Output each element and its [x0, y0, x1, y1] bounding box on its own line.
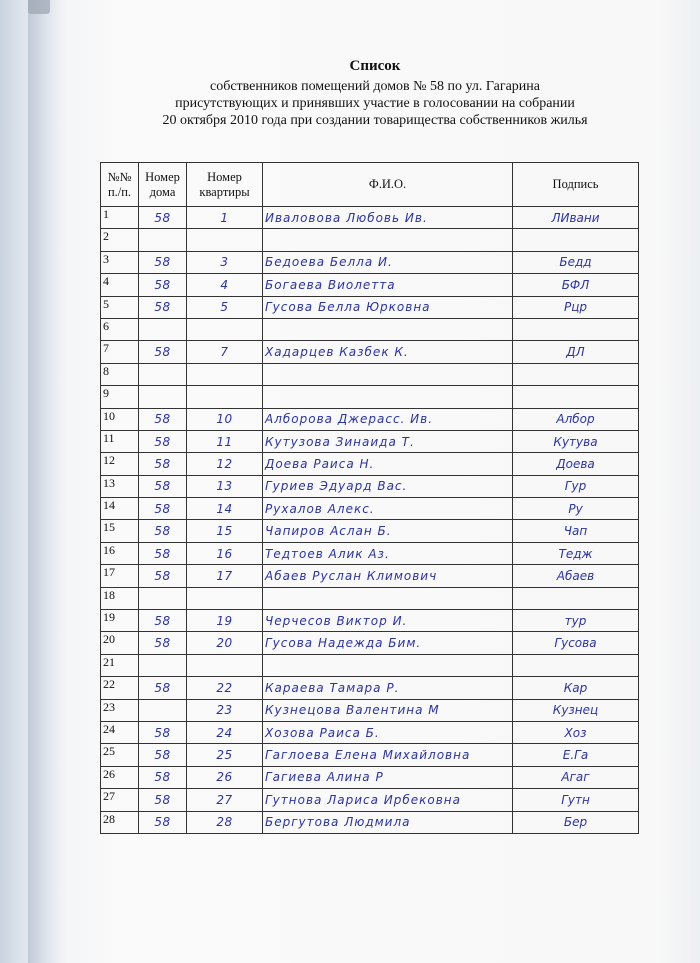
table-row	[101, 341, 639, 363]
house-number-handwritten: 58	[139, 341, 187, 363]
binding-clip	[28, 0, 50, 14]
house-number-handwritten	[139, 318, 187, 340]
row-number: 26	[101, 766, 139, 788]
table-row	[101, 699, 639, 721]
signature-handwritten: Чап	[513, 520, 639, 542]
signature-handwritten: Бер	[513, 811, 639, 833]
full-name-handwritten: Хадарцев Казбек К.	[263, 341, 513, 363]
table-row	[101, 721, 639, 743]
full-name-handwritten: Гаглоева Елена Михайловна	[263, 744, 513, 766]
row-number: 21	[101, 654, 139, 676]
house-number-handwritten	[139, 699, 187, 721]
table-row	[101, 498, 639, 520]
document-subtitle-line2: присутствующих и принявших участие в голосовании на собрании	[175, 96, 575, 111]
row-number: 11	[101, 430, 139, 452]
table-row	[101, 587, 639, 609]
table-row	[101, 632, 639, 654]
signature-handwritten	[513, 386, 639, 408]
table-row	[101, 430, 639, 452]
apartment-number-handwritten: 22	[187, 677, 263, 699]
row-number: 14	[101, 498, 139, 520]
house-number-handwritten	[139, 587, 187, 609]
full-name-handwritten: Кутузова Зинаида Т.	[263, 430, 513, 452]
table-row	[101, 475, 639, 497]
signature-handwritten: Е.Га	[513, 744, 639, 766]
apartment-number-handwritten: 26	[187, 766, 263, 788]
full-name-handwritten: Алборова Джерасс. Ив.	[263, 408, 513, 430]
table-row	[101, 654, 639, 676]
apartment-number-handwritten: 4	[187, 274, 263, 296]
apartment-number-handwritten: 13	[187, 475, 263, 497]
signature-handwritten	[513, 229, 639, 251]
house-number-handwritten: 58	[139, 542, 187, 564]
row-number: 2	[101, 229, 139, 251]
apartment-number-handwritten: 5	[187, 296, 263, 318]
apartment-number-handwritten: 3	[187, 251, 263, 273]
full-name-handwritten: Караева Тамара Р.	[263, 677, 513, 699]
signature-handwritten: ЛИвани	[513, 207, 639, 229]
table-row	[101, 565, 639, 587]
signature-handwritten: Абаев	[513, 565, 639, 587]
full-name-handwritten: Гагиева Алина Р	[263, 766, 513, 788]
house-number-handwritten: 58	[139, 498, 187, 520]
house-number-handwritten: 58	[139, 296, 187, 318]
header-apartment: Номер квартиры	[187, 163, 263, 207]
apartment-number-handwritten	[187, 229, 263, 251]
signature-handwritten	[513, 363, 639, 385]
table-row	[101, 251, 639, 273]
full-name-handwritten: Гусова Белла Юрковна	[263, 296, 513, 318]
signature-handwritten: Агаг	[513, 766, 639, 788]
apartment-number-handwritten: 19	[187, 610, 263, 632]
row-number: 12	[101, 453, 139, 475]
signature-handwritten: ДЛ	[513, 341, 639, 363]
full-name-handwritten: Бедоева Белла И.	[263, 251, 513, 273]
apartment-number-handwritten	[187, 318, 263, 340]
full-name-handwritten: Богаева Виолетта	[263, 274, 513, 296]
row-number: 7	[101, 341, 139, 363]
full-name-handwritten	[263, 318, 513, 340]
apartment-number-handwritten: 15	[187, 520, 263, 542]
signature-handwritten: БФЛ	[513, 274, 639, 296]
apartment-number-handwritten: 17	[187, 565, 263, 587]
signature-handwritten: Кузнец	[513, 699, 639, 721]
apartment-number-handwritten: 25	[187, 744, 263, 766]
row-number: 18	[101, 587, 139, 609]
house-number-handwritten: 58	[139, 408, 187, 430]
full-name-handwritten	[263, 229, 513, 251]
table-row	[101, 677, 639, 699]
full-name-handwritten: Абаев Руслан Климович	[263, 565, 513, 587]
table-row	[101, 296, 639, 318]
full-name-handwritten: Чапиров Аслан Б.	[263, 520, 513, 542]
house-number-handwritten	[139, 229, 187, 251]
house-number-handwritten: 58	[139, 207, 187, 229]
apartment-number-handwritten: 24	[187, 721, 263, 743]
signature-handwritten: тур	[513, 610, 639, 632]
row-number: 23	[101, 699, 139, 721]
table-row	[101, 229, 639, 251]
full-name-handwritten	[263, 386, 513, 408]
header-house: Номер дома	[139, 163, 187, 207]
house-number-handwritten: 58	[139, 610, 187, 632]
apartment-number-handwritten: 1	[187, 207, 263, 229]
apartment-number-handwritten: 27	[187, 789, 263, 811]
table-row	[101, 453, 639, 475]
row-number: 16	[101, 542, 139, 564]
apartment-number-handwritten: 11	[187, 430, 263, 452]
house-number-handwritten: 58	[139, 453, 187, 475]
row-number: 3	[101, 251, 139, 273]
row-number: 25	[101, 744, 139, 766]
full-name-handwritten: Хозова Раиса Б.	[263, 721, 513, 743]
house-number-handwritten: 58	[139, 251, 187, 273]
signature-handwritten: Рцр	[513, 296, 639, 318]
apartment-number-handwritten: 10	[187, 408, 263, 430]
row-number: 20	[101, 632, 139, 654]
header-full-name: Ф.И.О.	[263, 163, 513, 207]
house-number-handwritten: 58	[139, 430, 187, 452]
table-row	[101, 520, 639, 542]
signature-handwritten: Гусова	[513, 632, 639, 654]
apartment-number-handwritten	[187, 654, 263, 676]
table-row	[101, 318, 639, 340]
row-number: 10	[101, 408, 139, 430]
document-subtitle-line3: 20 октября 2010 года при создании товарищества собственников жилья	[162, 113, 588, 128]
document-subtitle-line1: собственников помещений домов № 58 по ул. Гагарина	[209, 79, 541, 94]
apartment-number-handwritten: 12	[187, 453, 263, 475]
table-row	[101, 766, 639, 788]
house-number-handwritten: 58	[139, 811, 187, 833]
full-name-handwritten: Доева Раиса Н.	[263, 453, 513, 475]
full-name-handwritten: Тедтоев Алик Аз.	[263, 542, 513, 564]
signature-handwritten: Хоз	[513, 721, 639, 743]
house-number-handwritten	[139, 654, 187, 676]
table-row	[101, 363, 639, 385]
table-row	[101, 542, 639, 564]
full-name-handwritten: Черчесов Виктор И.	[263, 610, 513, 632]
row-number: 28	[101, 811, 139, 833]
signature-handwritten: Кутува	[513, 430, 639, 452]
row-number: 8	[101, 363, 139, 385]
signature-handwritten: Доева	[513, 453, 639, 475]
table-row	[101, 811, 639, 833]
table-row	[101, 408, 639, 430]
house-number-handwritten: 58	[139, 789, 187, 811]
header-number: №№ п./п.	[101, 163, 139, 207]
row-number: 6	[101, 318, 139, 340]
apartment-number-handwritten	[187, 386, 263, 408]
house-number-handwritten	[139, 386, 187, 408]
table-row	[101, 744, 639, 766]
apartment-number-handwritten: 28	[187, 811, 263, 833]
row-number: 5	[101, 296, 139, 318]
apartment-number-handwritten	[187, 587, 263, 609]
owners-table	[100, 162, 639, 834]
signature-handwritten	[513, 654, 639, 676]
apartment-number-handwritten: 23	[187, 699, 263, 721]
signature-handwritten: Албор	[513, 408, 639, 430]
full-name-handwritten: Гутнова Лариса Ирбековна	[263, 789, 513, 811]
binding-shadow	[28, 0, 68, 963]
apartment-number-handwritten: 20	[187, 632, 263, 654]
house-number-handwritten: 58	[139, 475, 187, 497]
row-number: 27	[101, 789, 139, 811]
signature-handwritten: Бедд	[513, 251, 639, 273]
signature-handwritten	[513, 318, 639, 340]
house-number-handwritten: 58	[139, 632, 187, 654]
house-number-handwritten: 58	[139, 274, 187, 296]
full-name-handwritten	[263, 654, 513, 676]
house-number-handwritten: 58	[139, 520, 187, 542]
row-number: 13	[101, 475, 139, 497]
house-number-handwritten: 58	[139, 565, 187, 587]
apartment-number-handwritten	[187, 363, 263, 385]
row-number: 24	[101, 721, 139, 743]
apartment-number-handwritten: 7	[187, 341, 263, 363]
full-name-handwritten: Рухалов Алекс.	[263, 498, 513, 520]
row-number: 22	[101, 677, 139, 699]
signature-handwritten: Тедж	[513, 542, 639, 564]
table-row	[101, 386, 639, 408]
full-name-handwritten	[263, 363, 513, 385]
signature-handwritten: Кар	[513, 677, 639, 699]
row-number: 19	[101, 610, 139, 632]
house-number-handwritten: 58	[139, 744, 187, 766]
row-number: 15	[101, 520, 139, 542]
header-signature: Подпись	[513, 163, 639, 207]
full-name-handwritten: Бергутова Людмила	[263, 811, 513, 833]
apartment-number-handwritten: 14	[187, 498, 263, 520]
signature-handwritten: Ру	[513, 498, 639, 520]
house-number-handwritten: 58	[139, 677, 187, 699]
full-name-handwritten	[263, 587, 513, 609]
house-number-handwritten	[139, 363, 187, 385]
full-name-handwritten: Кузнецова Валентина М	[263, 699, 513, 721]
signature-handwritten	[513, 587, 639, 609]
signature-handwritten: Гутн	[513, 789, 639, 811]
table-row	[101, 610, 639, 632]
table-header-row	[101, 163, 639, 207]
apartment-number-handwritten: 16	[187, 542, 263, 564]
table-row	[101, 789, 639, 811]
table-row	[101, 274, 639, 296]
table-row	[101, 207, 639, 229]
full-name-handwritten: Гусова Надежда Бим.	[263, 632, 513, 654]
row-number: 4	[101, 274, 139, 296]
full-name-handwritten: Гуриев Эдуард Вас.	[263, 475, 513, 497]
row-number: 9	[101, 386, 139, 408]
house-number-handwritten: 58	[139, 766, 187, 788]
signature-handwritten: Гур	[513, 475, 639, 497]
document-title: Список	[349, 58, 401, 74]
row-number: 17	[101, 565, 139, 587]
full-name-handwritten: Иваловова Любовь Ив.	[263, 207, 513, 229]
row-number: 1	[101, 207, 139, 229]
house-number-handwritten: 58	[139, 721, 187, 743]
